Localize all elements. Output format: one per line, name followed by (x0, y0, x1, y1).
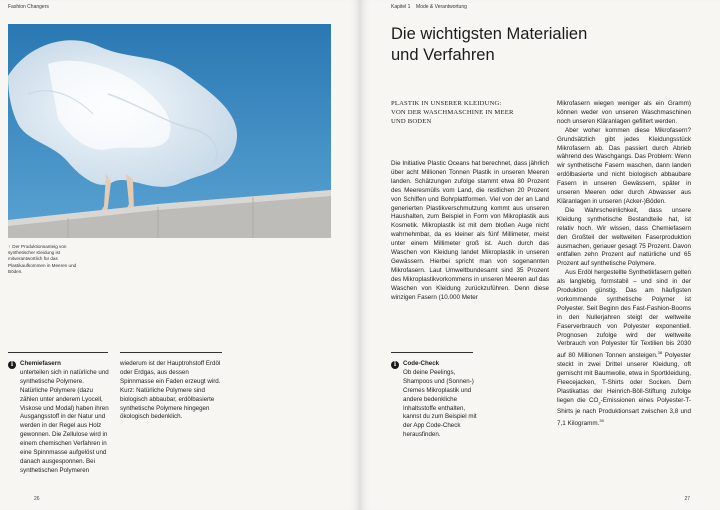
caption-arrow-icon: ↑ (8, 244, 11, 249)
running-head-title: Mode & Verantwortung (416, 4, 467, 10)
page-title (391, 24, 691, 66)
caption-text: Der Produktionsanteig von synthetischer Kleidung ist mitverantwortlich für das Plastikaufkommen in Meeren und Böden. (8, 244, 77, 274)
subscript: 2 (598, 400, 601, 406)
running-head-right (391, 4, 467, 10)
footnote-ref: 39 (599, 418, 604, 424)
code-check-heading: Code-Check (403, 360, 440, 367)
box-rule-right (391, 352, 473, 353)
info-icon: i (8, 361, 16, 369)
code-check-box (403, 360, 485, 440)
body-column-1 (391, 160, 549, 303)
body-text-run: Aus Erdöl hergestellte Synthetikfasern gelten als langlebig, formstabil – und sind in der Produktion günstig. Das am häufigsten vorkommende synthetische Polymer ist Polyester. Seit Beginn des Fast-Fashion-Booms in den Nullerjahren steigt der weltweite Faserverbrauch von Polyester exponentiell. Prognosen zufolge wird der weltweite Verbrauch von Polyester für Textilien bis 2030 auf 80 Millionen Tonnen ansteigen. (557, 269, 691, 360)
body-paragraph: Mikrofasern wiegen weniger als ein Gramm) können weder von unseren Waschmaschinen noch unseren Kläranlagen gefiltert werden. (557, 100, 691, 125)
subhead-line-3: UND BODEN (391, 117, 432, 125)
title-line-1: Die wichtigsten Materialien (391, 25, 588, 43)
box-rule-left-1 (8, 352, 108, 353)
chemiefasern-heading: Chemiefasern (20, 360, 61, 367)
code-check-text: Ob deine Peelings, Shampoos und (Sonnen-) Cremes Mikroplastik und andere bedenkliche Inhaltsstoffe enthalten, kannst du zum Beispiel mit der App Code-Check herausfinden. (403, 368, 477, 439)
photo-plastic-woman (8, 24, 331, 238)
subhead-line-1: PLASTIK IN UNSERER KLEIDUNG: (391, 100, 502, 107)
body-text-run: Polyester steckt in zwei Drittel unserer Kleidung, oft gemischt mit Baumwolle, etwa in Sportkleidung, Fleecejacken, T-Shirts oder Socken. Dem Plastikatlas der Heinrich-Böll-Stiftung zufolge liegen die CO (557, 352, 691, 404)
footnote-ref: 38 (657, 350, 663, 356)
body-column-2 (557, 100, 691, 429)
section-subhead (391, 100, 551, 127)
box-rule-left-2 (120, 352, 222, 353)
title-line-2: und Verfahren (391, 46, 495, 64)
body-text-run: -Emissionen eines Polyester-T-Shirts je nach Produktionsart zwischen 3,8 und 7,1 Kilogramm. (557, 397, 691, 428)
chemiefasern-box-col2 (120, 360, 224, 422)
page-number-right: 27 (684, 496, 690, 502)
subhead-line-2: VON DER WASCHMASCHINE IN MEER (391, 108, 514, 116)
photo-caption (8, 244, 88, 275)
chemiefasern-text-1: unterteilen sich in natürliche und synthetische Polymere. Natürliche Polymere (dazu zählen unter anderem Lyocell, Viskose und Modal) haben ihren Ausgangsstoff in der Natur und werden in der Regel aus Holz gewonnen. Die Zellulose wird in einem chemischen Verfahren in eine Spinnmasse aufgelöst und danach ausgesponnen. Bei synthetischen Polymeren (20, 368, 109, 474)
body-paragraph (557, 269, 691, 429)
info-icon-right: i (391, 361, 399, 369)
body-paragraph: Aber woher kommen diese Mikrofasern? Grundsätzlich gibt jedes Kleidungsstück Mikrofasern ab. Das passiert durch Abrieb während des Waschgangs. Das Problem: Wenn wir synthetische Fasern waschen, dann landen erdölbasierte und nicht biologisch abbaubare Fasern in unseren Gewässern, später in unseren Meeren oder durch Abwasser aus Kläranlagen in unseren (Acker-)Böden. (557, 126, 691, 205)
running-head-left: Fashion Changers (8, 4, 49, 10)
chemiefasern-box-col1 (20, 360, 112, 476)
page-number-left: 26 (34, 496, 40, 502)
chemiefasern-text-2: wiederum ist der Hauptrohstoff Erdöl oder Erdgas, aus dessen Spinnmasse ein Faden erzeugt wird. Kurz: Natürliche Polymere sind biologisch abbaubar, erdölbasierte synthetische Polymere hingegen ökologisch bedenklich. (120, 360, 221, 421)
running-head-chapter: Kapitel 1 (391, 4, 411, 10)
body-paragraph: Die Wahrscheinlichkeit, dass unsere Kleidung synthetische Bestandteile hat, ist relativ hoch. Wir wissen, dass Chemiefasern den Großteil der weltweiten Faserproduktion ausmachen, genauer gesagt 75 Prozent. Davon entfallen zehn Prozent auf natürliche und 65 Prozent auf synthetische Polymere. (557, 206, 691, 268)
body-paragraph: Die Initiative Plastic Oceans hat berechnet, dass jährlich über acht Millionen Tonnen Plastik in unseren Meeren landen. Schätzungen zufolge stammt etwa 80 Prozent des Meeresmülls vom Land, die restlichen 20 Prozent von Schiffen und Bohrplattformen. Viel von der an Land generierten Plastikverschmutzung kommt aus unseren Haushalten, zum Beispiel in Form von Mikroplastik aus Kosmetik. Mikroplastik ist mit dem bloßen Auge nicht wahrnehmbar, da es kleiner als fünf Millimeter, meist unter einem Millimeter groß ist. Auch durch das Waschen von Kleidung landet Mikroplastik in unseren Gewässern. Hierbei spricht man von sogenannten Mikrofasern. Laut Umweltbundesamt sind 35 Prozent des Mikroplastikvorkommens in unseren Meeren auf das Waschen von Kleidung zurückzuführen. Denn diese winzigen Fasern (10.000 Meter (391, 160, 549, 301)
